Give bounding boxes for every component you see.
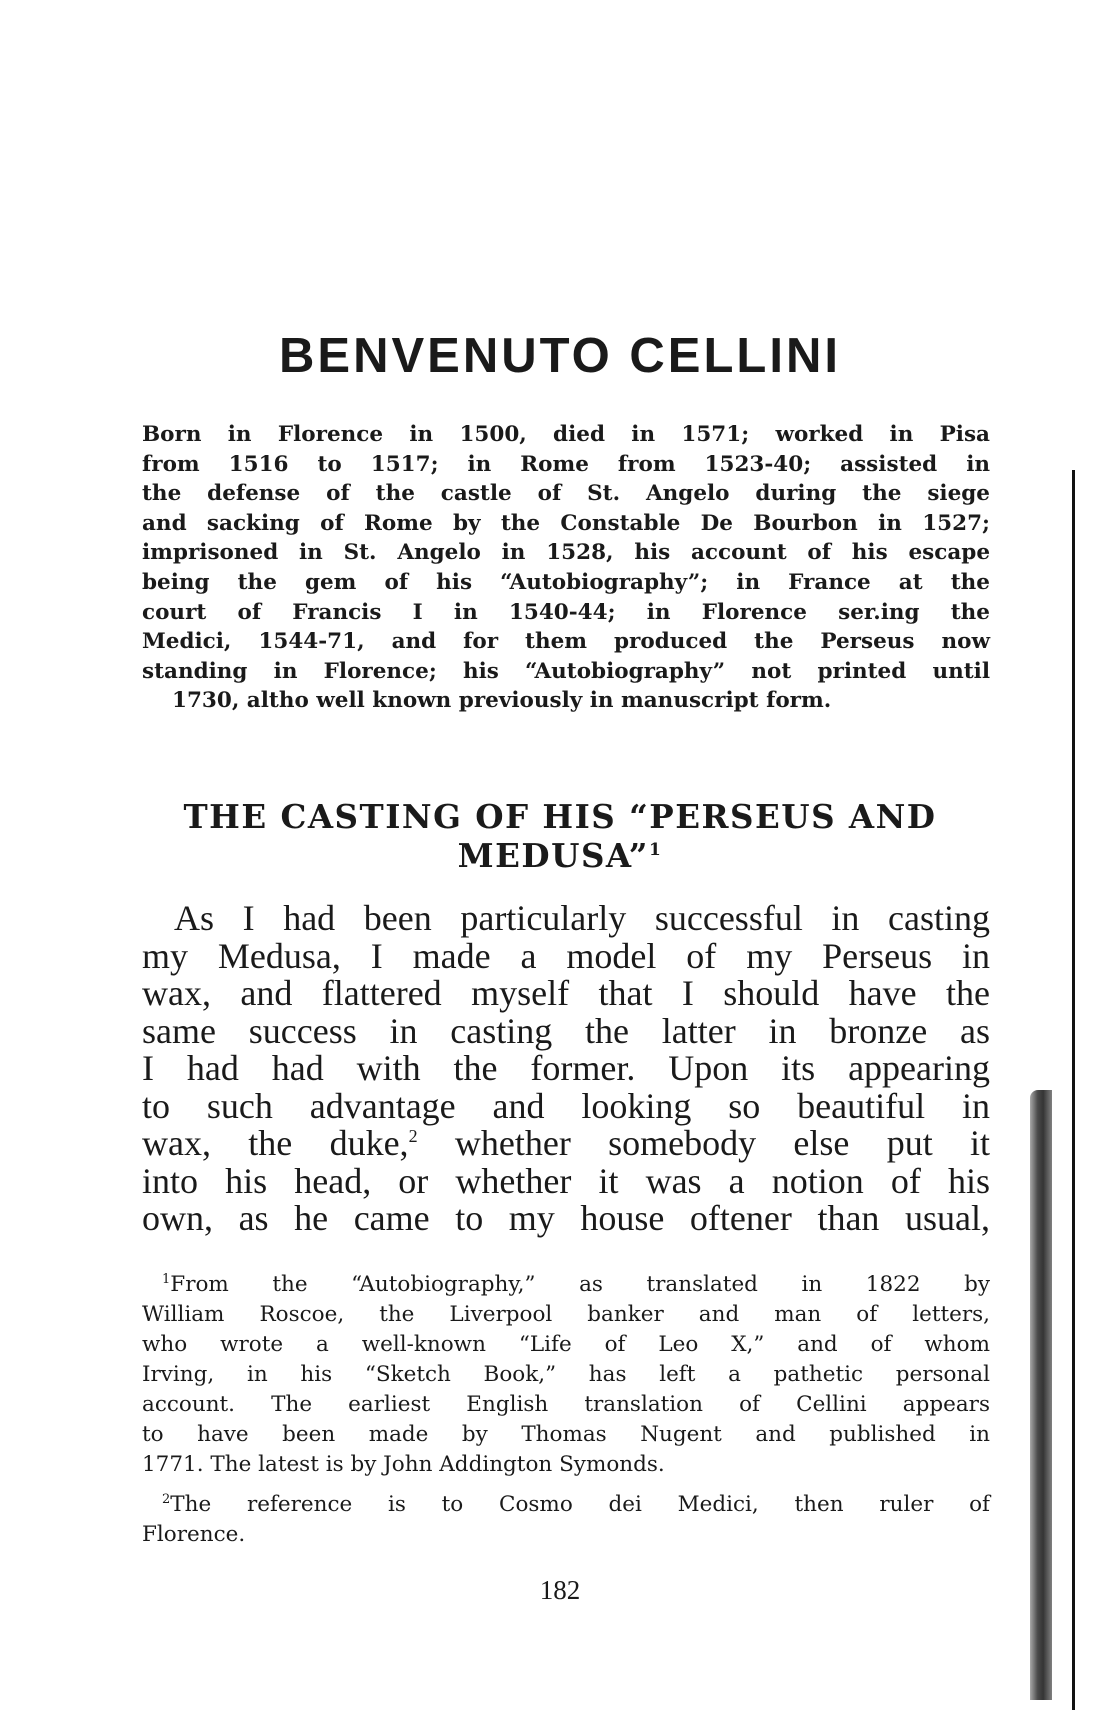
footnote-1-line <box>142 1270 990 1300</box>
body-line-duke <box>142 1125 990 1163</box>
body-line: into his head, or whether it was a notion of his <box>142 1160 990 1201</box>
bio-line: 1730, altho well known previously in manuscript form. <box>172 688 832 714</box>
bio-line: Medici, 1544-71, and for them produced the Perseus now <box>142 629 990 655</box>
binding-shadow <box>1030 1090 1052 1700</box>
footnotes <box>142 1270 990 1550</box>
bio-line: court of Francis I in 1540-44; in Florence ser.ing the <box>142 599 990 625</box>
bio-line: standing in Florence; his “Autobiography” not printed until <box>142 658 990 684</box>
footnote-gap <box>142 1480 990 1490</box>
footnote-1-line: who wrote a well-known “Life of Leo X,” and of whom <box>142 1332 990 1357</box>
body-line: As I had been particularly successful in casting <box>174 898 990 938</box>
section-heading-line-1: THE CASTING OF HIS “PERSEUS AND <box>183 797 937 836</box>
body-line-duke-after: whether somebody else put it <box>417 1123 991 1163</box>
body-line: own, as he came to my house oftener than usual, <box>142 1198 990 1238</box>
footnote-2-marker: 2 <box>162 1491 171 1507</box>
body-line: my Medusa, I made a model of my Perseus in <box>142 935 990 976</box>
footnote-1-line: account. The earliest English translation of Cellini appears <box>142 1392 990 1417</box>
bio-line: the defense of the castle of St. Angelo during the siege <box>142 481 990 507</box>
body-line: same success in casting the latter in bronze as <box>142 1010 990 1051</box>
footnote-2-line: Florence. <box>142 1522 246 1547</box>
footnote-1-line: Irving, in his “Sketch Book,” has left a pathetic personal <box>142 1362 990 1387</box>
bio-line: from 1516 to 1517; in Rome from 1523-40; assisted in <box>142 451 990 477</box>
footnote-1-line: to have been made by Thomas Nugent and published in <box>142 1422 990 1447</box>
body-line-duke-before: wax, the duke, <box>142 1123 409 1163</box>
footnote-marker-1: 1 <box>648 840 663 861</box>
section-heading-line-2-text: MEDUSA” <box>457 836 649 875</box>
footnote-marker-2: 2 <box>408 1126 418 1146</box>
footnote-1-marker: 1 <box>162 1271 171 1287</box>
page-title: BENVENUTO CELLINI <box>279 329 841 383</box>
body-line: to such advantage and looking so beautiful in <box>142 1085 990 1126</box>
footnote-1-line-text: From the “Autobiography,” as translated in 1822 by <box>170 1272 990 1297</box>
footnote-1-line: William Roscoe, the Liverpool banker and man of letters, <box>142 1302 990 1327</box>
body-line: I had had with the former. Upon its appearing <box>142 1048 990 1088</box>
bio-line: Born in Florence in 1500, died in 1571; worked in Pisa <box>142 422 990 447</box>
page-number: 182 <box>539 1575 581 1605</box>
bio-line: and sacking of Rome by the Constable De Bourbon in 1527; <box>142 510 990 536</box>
binding-edge-line <box>1072 470 1075 1710</box>
section-heading-line-2 <box>130 836 990 875</box>
bio-line: being the gem of his “Autobiography”; in France at the <box>142 569 990 595</box>
footnote-2-line-text: The reference is to Cosmo dei Medici, then ruler of <box>170 1492 990 1517</box>
footnote-2-line <box>142 1490 990 1520</box>
bio-line: imprisoned in St. Angelo in 1528, his account of his escape <box>142 540 990 566</box>
body-line: wax, and flattered myself that I should have the <box>142 973 990 1013</box>
section-heading <box>130 797 990 875</box>
footnote-1-line: 1771. The latest is by John Addington Symonds. <box>142 1452 665 1477</box>
biographical-note <box>142 420 990 716</box>
body-text <box>142 900 990 1238</box>
